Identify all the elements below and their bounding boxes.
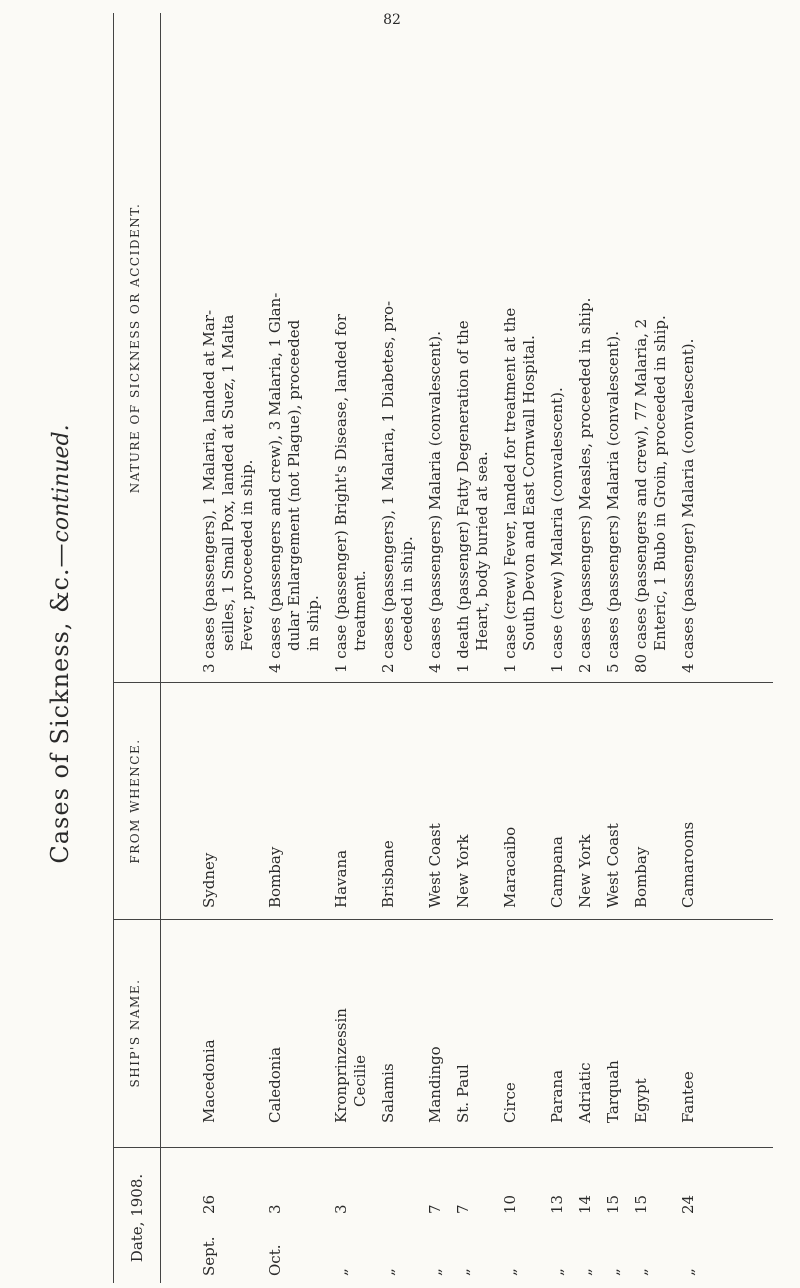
from-whence-cell: Campana <box>548 836 566 908</box>
from-whence-cell: Sydney <box>200 852 218 908</box>
date-month: Sept. <box>200 1236 218 1276</box>
from-whence-cell: Brisbane <box>379 840 397 908</box>
nature-line: 2 cases (passengers), 1 Malaria, 1 Diabetes, pro- <box>379 300 397 673</box>
column-divider-1 <box>113 1147 773 1148</box>
nature-line: 1 case (passenger) Bright's Disease, landed for <box>332 314 350 673</box>
page-heading <box>46 0 74 1288</box>
ship-name-cell <box>548 913 567 1123</box>
nature-line: 4 cases (passengers) Malaria (convalescent). <box>426 330 444 673</box>
date-day: 7 <box>454 1204 472 1214</box>
date-day: 10 <box>501 1194 519 1214</box>
ship-name-cell <box>379 913 398 1123</box>
ship-name-cell <box>200 913 219 1123</box>
ship-name-cell <box>501 913 520 1123</box>
ship-name-continued: Cecilie <box>351 1054 369 1107</box>
ship-name-cell <box>576 913 595 1123</box>
ship-name: Circe <box>501 1082 519 1123</box>
nature-cell <box>426 33 445 673</box>
nature-line: treatment. <box>351 570 369 651</box>
date-day: 26 <box>200 1194 218 1214</box>
from-whence-cell: Bombay <box>266 846 284 908</box>
ship-name: St. Paul <box>454 1064 472 1123</box>
nature-cell <box>501 33 539 673</box>
date-cell <box>604 1181 623 1276</box>
date-day: 7 <box>426 1204 444 1214</box>
date-month: „ <box>332 1268 350 1276</box>
date-cell <box>679 1181 698 1276</box>
nature-cell <box>266 33 323 673</box>
date-day: 13 <box>548 1194 566 1214</box>
nature-line: South Devon and East Cornwall Hospital. <box>520 335 538 651</box>
header-bottom-rule <box>160 13 161 1283</box>
ship-name-cell <box>679 913 698 1123</box>
date-day: 15 <box>604 1194 622 1214</box>
heading-continued: continued. <box>49 424 74 543</box>
ship-name: Kronprinzessin <box>332 1008 350 1123</box>
date-cell <box>266 1181 285 1276</box>
nature-line: Fever, proceeded in ship. <box>238 459 256 651</box>
nature-line: 5 cases (passengers) Malaria (convalescent). <box>604 330 622 673</box>
ship-name: Caledonia <box>266 1046 284 1123</box>
date-month: „ <box>548 1268 566 1276</box>
header-ship: SHIP'S NAME. <box>128 978 142 1088</box>
nature-cell <box>379 33 417 673</box>
nature-line: seilles, 1 Small Pox, landed at Suez, 1 Malta <box>219 314 237 651</box>
page-number: 82 <box>383 12 401 28</box>
nature-cell <box>454 33 492 673</box>
from-whence-cell: Havana <box>332 849 350 908</box>
date-cell <box>501 1181 520 1276</box>
header-nature: NATURE OF SICKNESS OR ACCIDENT. <box>128 202 142 494</box>
date-cell <box>576 1181 595 1276</box>
ship-name: Mandingo <box>426 1046 444 1123</box>
ship-name-cell <box>426 913 445 1123</box>
from-whence-cell: West Coast <box>426 823 444 908</box>
ship-name-cell <box>332 913 370 1123</box>
date-month: „ <box>379 1268 397 1276</box>
ship-name: Egypt <box>632 1078 650 1123</box>
nature-line: 4 cases (passenger) Malaria (convalescent). <box>679 338 697 673</box>
ship-name: Parana <box>548 1069 566 1123</box>
date-day: 3 <box>332 1204 350 1214</box>
ship-name-cell <box>454 913 473 1123</box>
nature-line: 1 case (crew) Malaria (convalescent). <box>548 387 566 673</box>
date-cell <box>426 1181 445 1276</box>
ship-name-cell <box>604 913 623 1123</box>
nature-cell <box>679 33 698 673</box>
date-cell <box>548 1181 567 1276</box>
date-day: 3 <box>266 1204 284 1214</box>
nature-line: dular Enlargement (not Plague), proceeded <box>285 319 303 651</box>
date-month: Oct. <box>266 1244 284 1276</box>
date-month: „ <box>426 1268 444 1276</box>
nature-cell <box>576 33 595 673</box>
nature-cell <box>200 33 257 673</box>
date-month: „ <box>576 1268 594 1276</box>
nature-line: 1 case (crew) Fever, landed for treatment at the <box>501 307 519 673</box>
date-month: „ <box>679 1268 697 1276</box>
nature-line: in ship. <box>304 595 322 651</box>
nature-line: 3 cases (passengers), 1 Malaria, landed at Mar- <box>200 309 218 673</box>
from-whence-cell: New York <box>454 834 472 908</box>
nature-cell <box>604 33 623 673</box>
header-top-rule <box>113 13 114 1283</box>
nature-line: ceeded in ship. <box>398 536 416 651</box>
header-from: FROM WHENCE. <box>128 738 142 864</box>
date-month: „ <box>632 1268 650 1276</box>
date-month: „ <box>604 1268 622 1276</box>
date-month: „ <box>454 1268 472 1276</box>
nature-line: Enteric, 1 Bubo in Groin, proceeded in ship. <box>651 315 669 651</box>
from-whence-cell: Bombay <box>632 846 650 908</box>
date-cell <box>332 1181 351 1276</box>
date-day: 15 <box>632 1194 650 1214</box>
ship-name-cell <box>266 913 285 1123</box>
from-whence-cell: Camaroons <box>679 821 697 908</box>
date-day: 24 <box>679 1194 697 1214</box>
nature-cell <box>548 33 567 673</box>
date-cell <box>200 1181 219 1276</box>
nature-line: 80 cases (passengers and crew), 77 Malaria, 2 <box>632 318 650 673</box>
from-whence-cell: Maracaibo <box>501 826 519 908</box>
date-day: 14 <box>576 1194 594 1214</box>
nature-cell <box>332 33 370 673</box>
date-cell <box>632 1181 651 1276</box>
ship-name: Salamis <box>379 1063 397 1123</box>
header-date: Date, 1908. <box>128 1173 146 1263</box>
from-whence-cell: West Coast <box>604 823 622 908</box>
date-month: „ <box>501 1268 519 1276</box>
from-whence-cell: New York <box>576 834 594 908</box>
ship-name: Macedonia <box>200 1039 218 1123</box>
nature-line: 2 cases (passengers) Measles, proceeded in ship. <box>576 297 594 673</box>
ship-name: Adriatic <box>576 1062 594 1123</box>
date-cell <box>454 1181 473 1276</box>
nature-line: 4 cases (passengers and crew), 3 Malaria, 1 Glan- <box>266 292 284 673</box>
nature-cell <box>632 33 670 673</box>
ship-name: Fantee <box>679 1071 697 1123</box>
nature-line: Heart, body buried at sea. <box>473 451 491 651</box>
ship-name-cell <box>632 913 651 1123</box>
nature-line: 1 death (passenger) Fatty Degeneration of the <box>454 320 472 673</box>
heading-title: Cases of Sickness, &c.— <box>46 542 74 864</box>
date-cell <box>379 1181 398 1276</box>
ship-name: Tarquah <box>604 1060 622 1123</box>
